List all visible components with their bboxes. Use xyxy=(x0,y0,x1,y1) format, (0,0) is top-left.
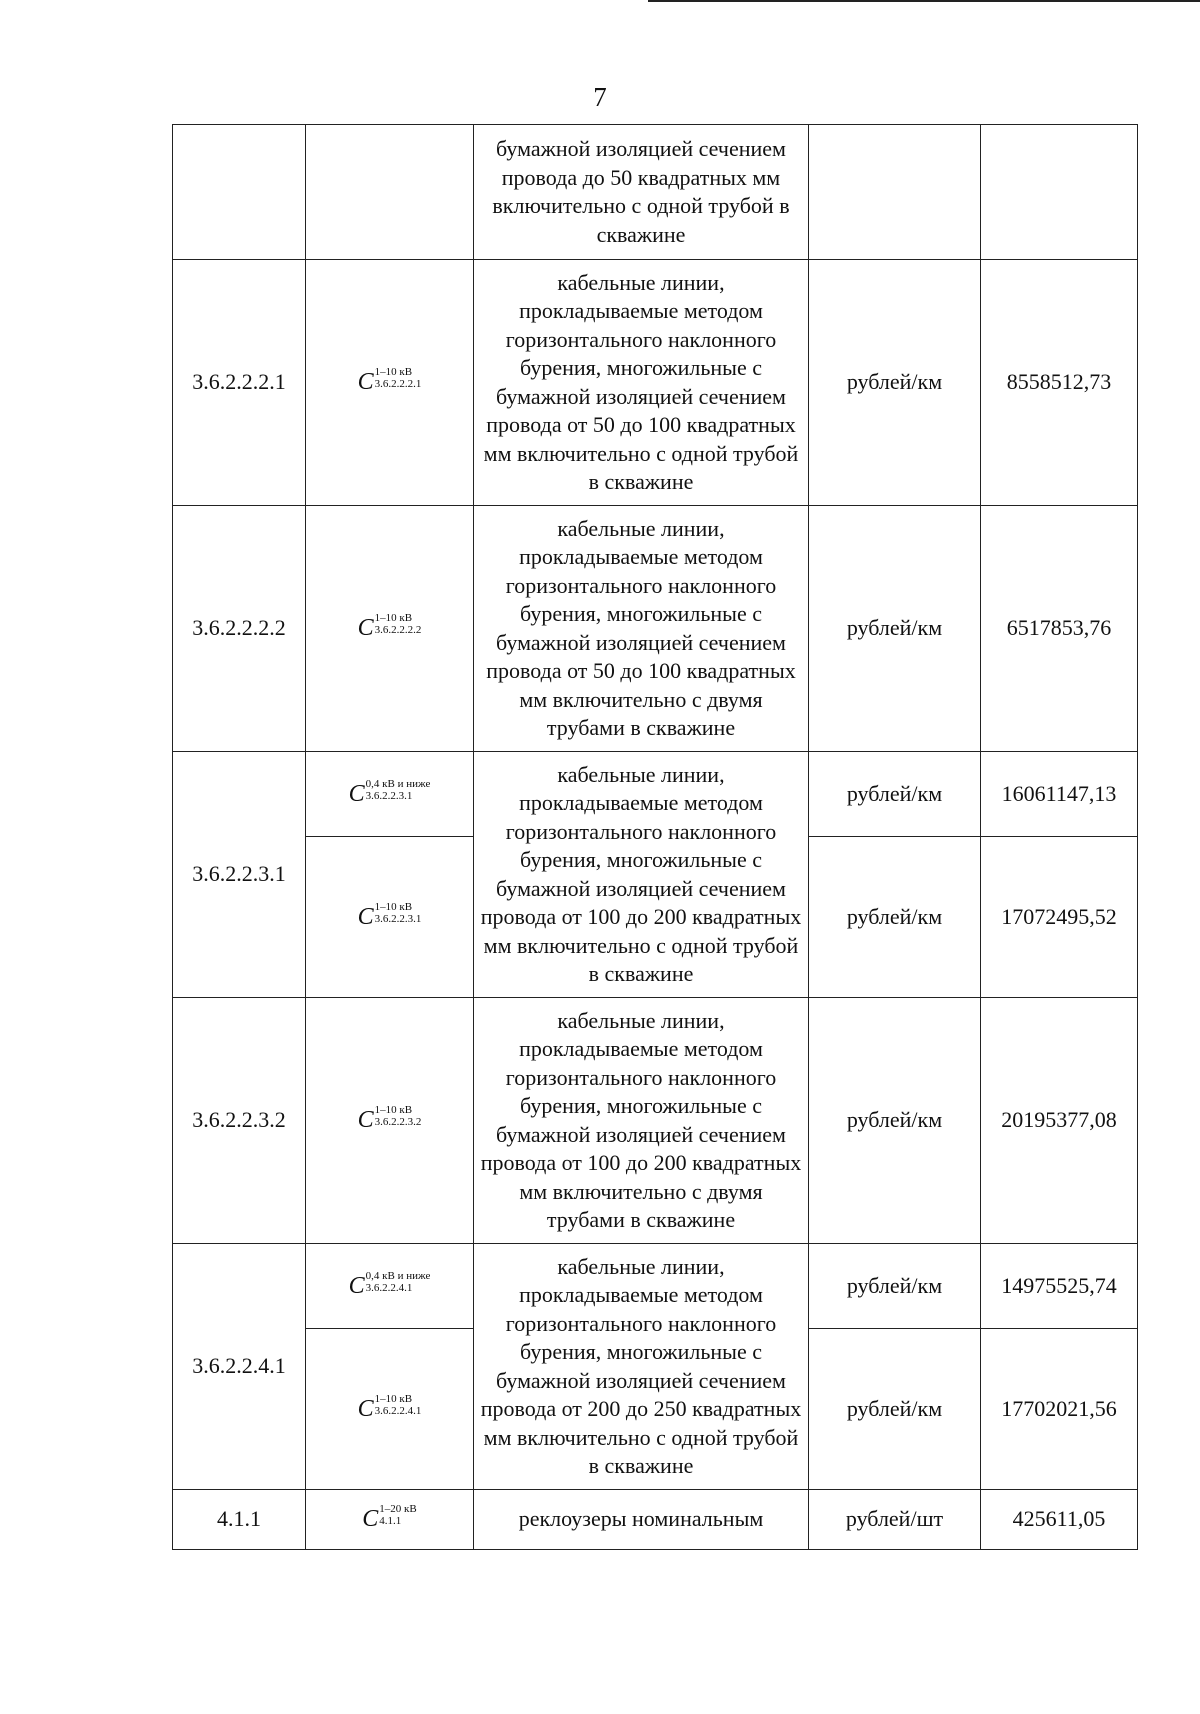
unit-cell: рублей/км xyxy=(809,1244,981,1329)
rate-symbol-cell xyxy=(306,260,474,506)
rate-symbol-scripts xyxy=(374,366,422,391)
rate-symbol-index: 3.6.2.2.4.1 xyxy=(365,1281,413,1294)
rates-table xyxy=(172,124,1138,1550)
rate-symbol-scripts xyxy=(374,612,422,637)
unit-cell xyxy=(809,125,981,260)
row-code xyxy=(173,125,306,260)
rate-symbol-letter: C xyxy=(348,1272,365,1299)
rate-symbol xyxy=(348,1269,431,1299)
rate-symbol-voltage: 0,4 кВ и ниже xyxy=(365,777,431,790)
value-cell: 17702021,56 xyxy=(981,1329,1138,1490)
value-cell: 20195377,08 xyxy=(981,998,1138,1244)
rate-symbol-cell xyxy=(306,1329,474,1490)
value-cell: 16061147,13 xyxy=(981,752,1138,837)
value-cell: 8558512,73 xyxy=(981,260,1138,506)
rate-symbol-voltage: 1–10 кВ xyxy=(374,1392,413,1405)
row-description: кабельные линии, прокладываемые методом горизонтального наклонного бурения, многожильные с бумажной изоляцией сечением провода от 200 до 250 квадратных мм включительно с одной трубой в скважине xyxy=(474,1244,809,1490)
row-description: кабельные линии, прокладываемые методом горизонтального наклонного бурения, многожильные с бумажной изоляцией сечением провода от 100 до 200 квадратных мм включительно с одной трубой в скважине xyxy=(474,752,809,998)
rate-symbol-letter: C xyxy=(357,369,374,396)
table-row xyxy=(173,1244,1138,1329)
row-code: 3.6.2.2.2.2 xyxy=(173,506,306,752)
rate-symbol-voltage: 0,4 кВ и ниже xyxy=(365,1269,431,1282)
row-description: кабельные линии, прокладываемые методом горизонтального наклонного бурения, многожильные с бумажной изоляцией сечением провода от 50 до 100 квадратных мм включительно с двумя трубами в скважине xyxy=(474,506,809,752)
rate-symbol-cell xyxy=(306,125,474,260)
rate-symbol-letter: C xyxy=(357,1395,374,1422)
rate-symbol-scripts xyxy=(379,1503,417,1528)
rate-symbol-index: 3.6.2.2.3.2 xyxy=(374,1116,422,1129)
table-row xyxy=(173,752,1138,837)
rate-symbol-index: 3.6.2.2.3.1 xyxy=(365,789,413,802)
rate-symbol-index: 3.6.2.2.3.1 xyxy=(374,912,422,925)
row-description: кабельные линии, прокладываемые методом горизонтального наклонного бурения, многожильные с бумажной изоляцией сечением провода от 50 до 100 квадратных мм включительно с одной трубой в скважине xyxy=(474,260,809,506)
rate-symbol-index: 4.1.1 xyxy=(379,1515,402,1528)
rate-symbol xyxy=(348,777,431,807)
value-cell xyxy=(981,125,1138,260)
rate-symbol-scripts xyxy=(374,900,422,925)
rate-symbol xyxy=(357,1104,422,1134)
value-cell: 14975525,74 xyxy=(981,1244,1138,1329)
rate-symbol-cell xyxy=(306,1490,474,1550)
table-row xyxy=(173,506,1138,752)
row-code: 3.6.2.2.3.1 xyxy=(173,752,306,998)
row-description: кабельные линии, прокладываемые методом горизонтального наклонного бурения, многожильные с бумажной изоляцией сечением провода от 100 до 200 квадратных мм включительно с двумя трубами в скважине xyxy=(474,998,809,1244)
row-code: 3.6.2.2.3.2 xyxy=(173,998,306,1244)
unit-cell: рублей/км xyxy=(809,752,981,837)
rate-symbol-voltage: 1–10 кВ xyxy=(374,366,413,379)
unit-cell: рублей/шт xyxy=(809,1490,981,1550)
unit-cell: рублей/км xyxy=(809,998,981,1244)
row-description: бумажной изоляцией сечением провода до 50 квадратных мм включительно с одной трубой в скважине xyxy=(474,125,809,260)
rate-symbol-voltage: 1–10 кВ xyxy=(374,900,413,913)
rate-symbol-voltage: 1–10 кВ xyxy=(374,612,413,625)
table-row xyxy=(173,998,1138,1244)
unit-cell: рублей/км xyxy=(809,837,981,998)
row-description: реклоузеры номинальным xyxy=(474,1490,809,1550)
row-code: 3.6.2.2.2.1 xyxy=(173,260,306,506)
table-row xyxy=(173,260,1138,506)
value-cell: 425611,05 xyxy=(981,1490,1138,1550)
rate-symbol xyxy=(357,366,422,396)
rate-symbol-index: 3.6.2.2.2.1 xyxy=(374,378,422,391)
rate-symbol-letter: C xyxy=(348,780,365,807)
rate-symbol xyxy=(357,900,422,930)
rate-symbol-letter: C xyxy=(357,615,374,642)
rate-symbol-letter: C xyxy=(357,903,374,930)
row-code: 4.1.1 xyxy=(173,1490,306,1550)
rate-symbol xyxy=(357,1392,422,1422)
value-cell: 6517853,76 xyxy=(981,506,1138,752)
rate-symbol-cell xyxy=(306,1244,474,1329)
rate-symbol xyxy=(362,1503,417,1533)
rate-symbol-letter: C xyxy=(362,1506,379,1533)
rate-symbol xyxy=(357,612,422,642)
rate-symbol-cell xyxy=(306,998,474,1244)
page-number: 7 xyxy=(593,82,607,112)
rate-symbol-scripts xyxy=(365,1269,431,1294)
rate-symbol-voltage: 1–20 кВ xyxy=(379,1503,417,1516)
unit-cell: рублей/км xyxy=(809,506,981,752)
rate-symbol-index: 3.6.2.2.4.1 xyxy=(374,1404,422,1417)
rate-symbol-cell xyxy=(306,506,474,752)
rate-symbol-voltage: 1–10 кВ xyxy=(374,1104,413,1117)
rate-symbol-cell xyxy=(306,837,474,998)
value-cell: 17072495,52 xyxy=(981,837,1138,998)
rate-symbol-index: 3.6.2.2.2.2 xyxy=(374,624,422,637)
row-code: 3.6.2.2.4.1 xyxy=(173,1244,306,1490)
rate-symbol-cell xyxy=(306,752,474,837)
table-row xyxy=(173,125,1138,260)
rate-symbol-scripts xyxy=(365,777,431,802)
rate-symbol-letter: C xyxy=(357,1107,374,1134)
table-row xyxy=(173,1490,1138,1550)
unit-cell: рублей/км xyxy=(809,1329,981,1490)
rates-table-body xyxy=(173,125,1138,1550)
unit-cell: рублей/км xyxy=(809,260,981,506)
scan-edge-line xyxy=(648,0,1200,2)
rate-symbol-scripts xyxy=(374,1392,422,1417)
rate-symbol-scripts xyxy=(374,1104,422,1129)
